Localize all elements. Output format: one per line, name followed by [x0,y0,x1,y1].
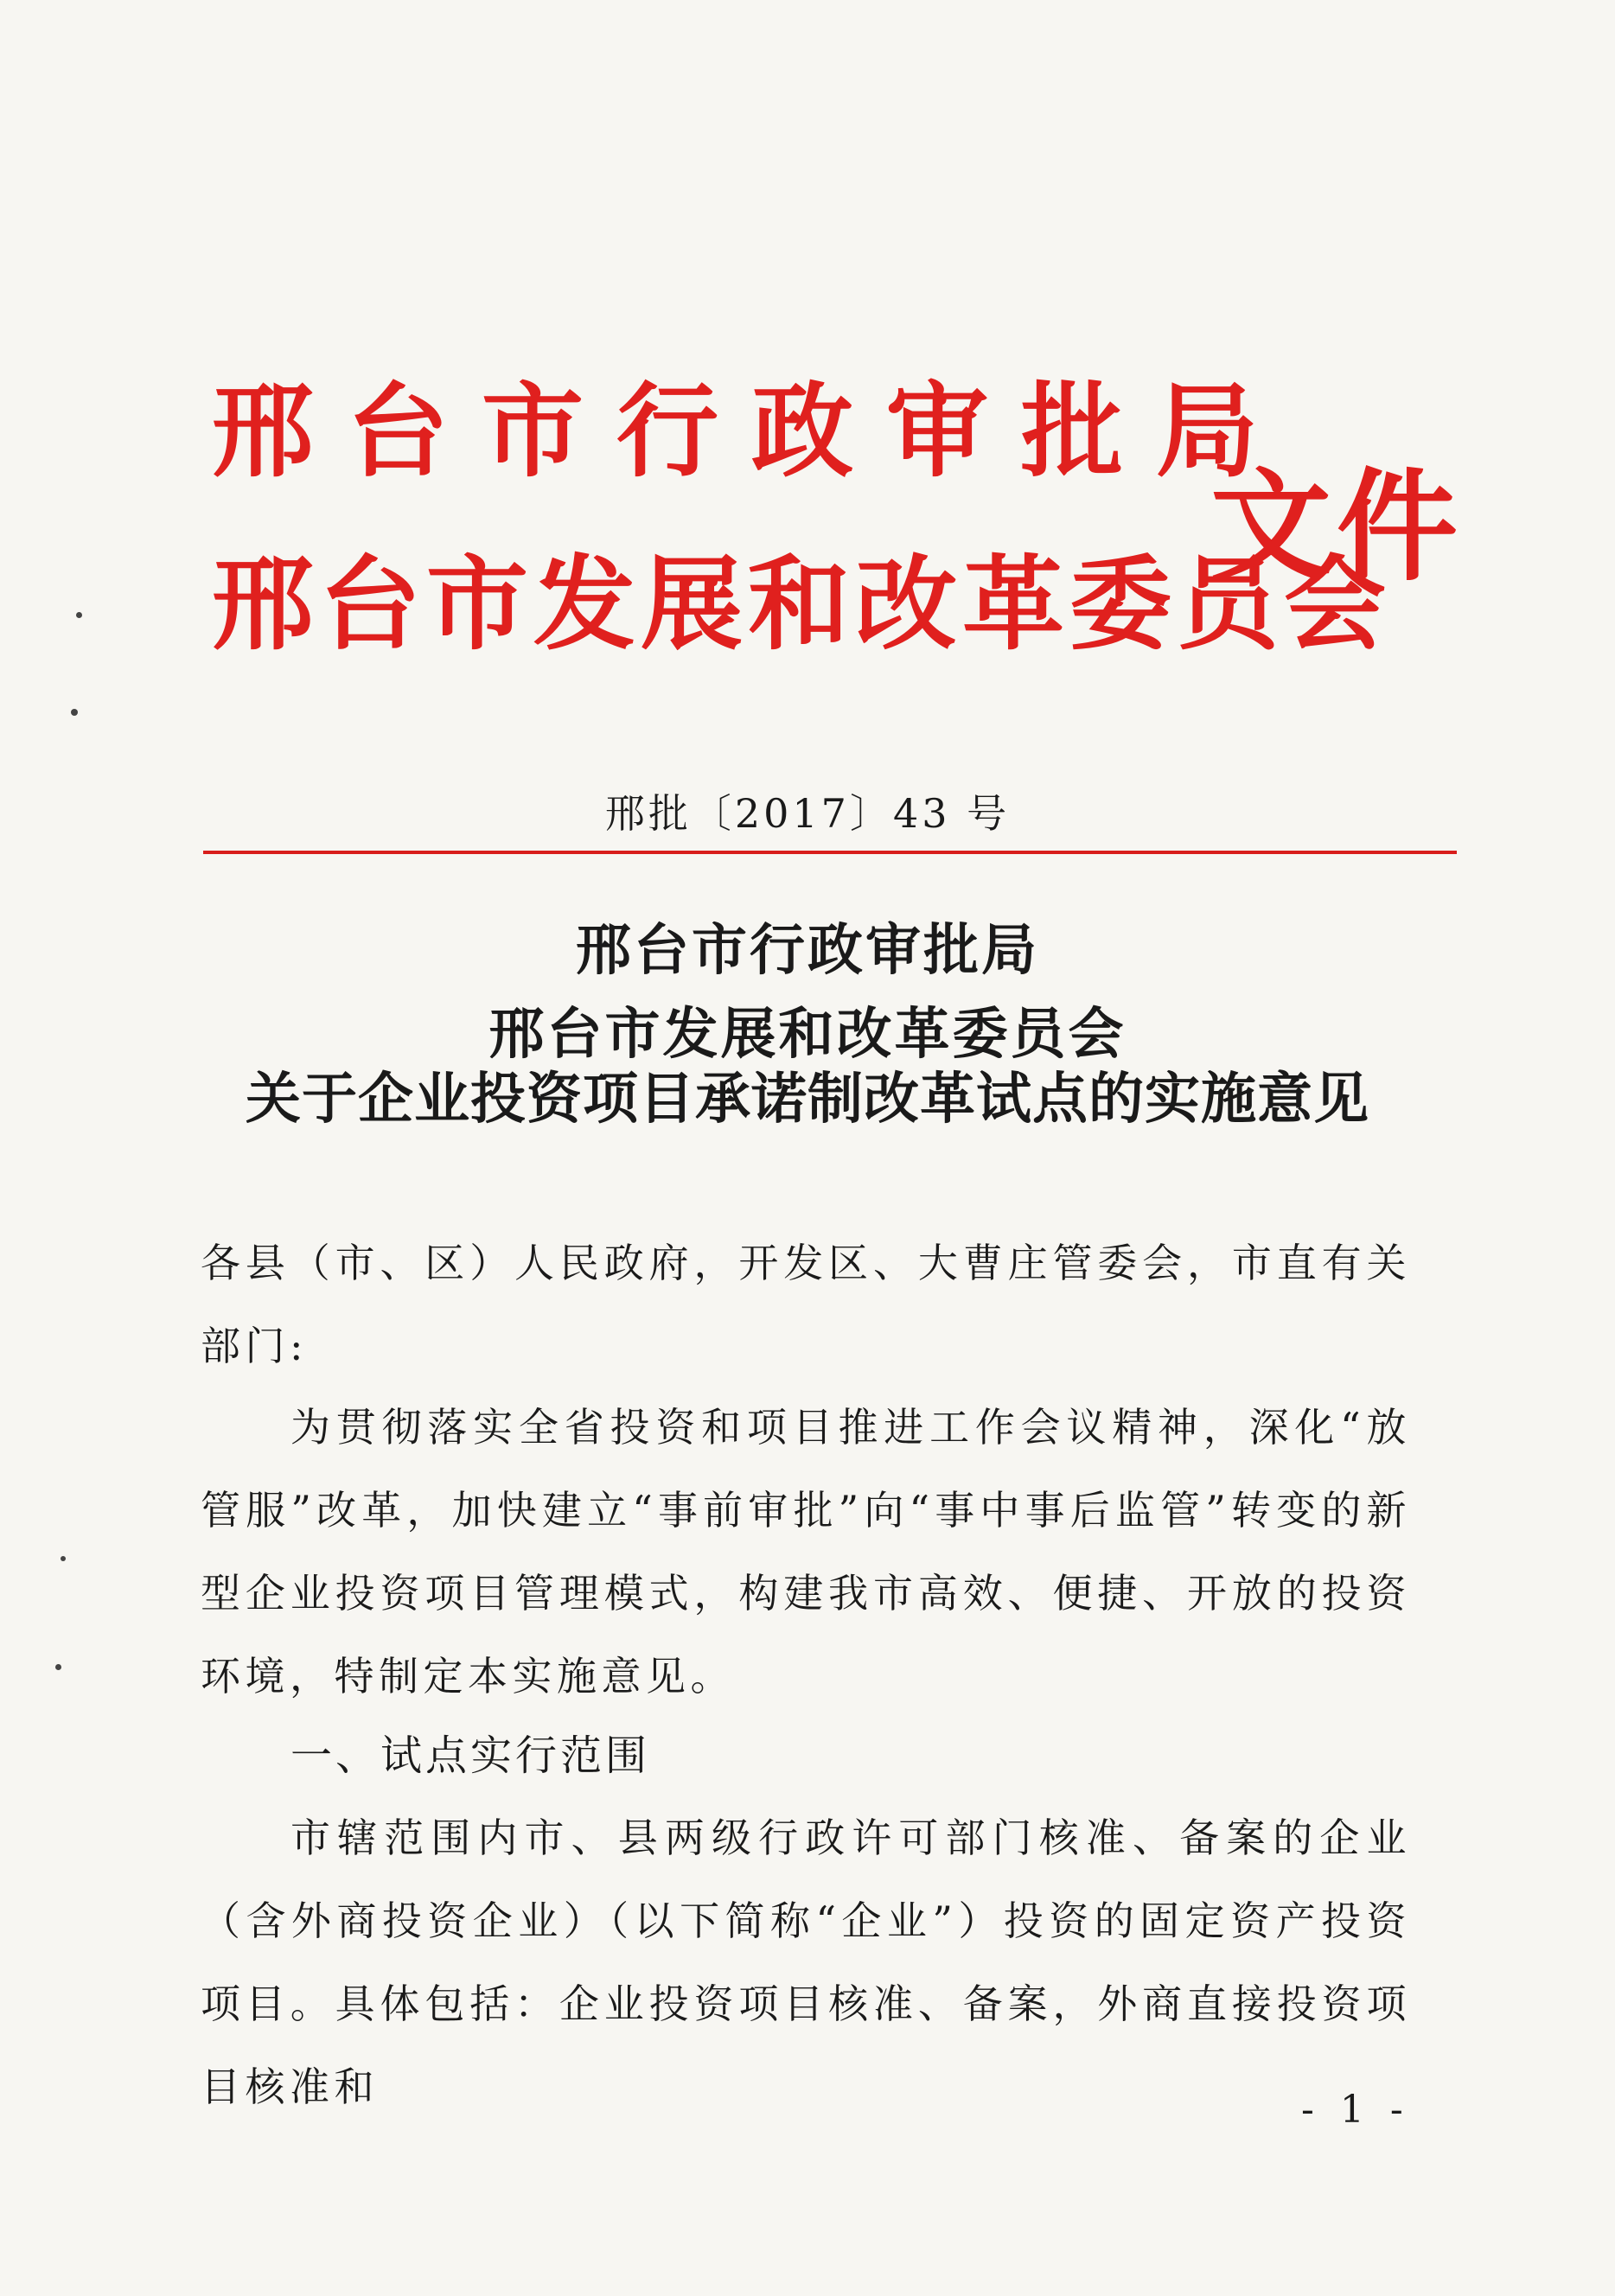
addressee-paragraph: 各县（市、区）人民政府，开发区、大曹庄管委会，市直有关部门: [201,1240,1411,1369]
letterhead-org-1: 邢台市行政审批局 [212,371,1292,491]
scan-speck [71,709,78,716]
document-number: 邢批〔2017〕43 号 [604,790,1011,837]
letterhead-org-2: 邢台市发展和改革委员会 [212,544,1392,664]
letterhead-doc-type: 文件 [1210,456,1464,598]
red-divider-line [203,851,1457,854]
scan-speck [76,612,82,618]
section-1-heading: 一、试点实行范围 [290,1732,651,1780]
section-1-paragraph: 市辖范围内市、县两级行政许可部门核准、备案的企业（含外商投资企业）（以下简称“企业”）投资的固定资产投资项目。具体包括：企业投资项目核准、备案，外商直接投资项目核准和 [201,1814,1411,2110]
title-line-3: 关于企业投资项目承诺制改革试点的实施意见 [246,1067,1369,1132]
page-number: - 1 - [1301,2088,1410,2132]
scan-speck [55,1664,61,1670]
title-line-2: 邢台市发展和改革委员会 [488,1002,1127,1067]
title-line-1: 邢台市行政审批局 [576,918,1039,983]
intro-paragraph: 为贯彻落实全省投资和项目推进工作会议精神，深化“放管服”改革，加快建立“事前审批”向“事中事后监管”转变的新型企业投资项目管理模式，构建我市高效、便捷、开放的投资环境，特制定本实施意见。 [201,1404,1411,1700]
scan-speck [61,1556,66,1561]
